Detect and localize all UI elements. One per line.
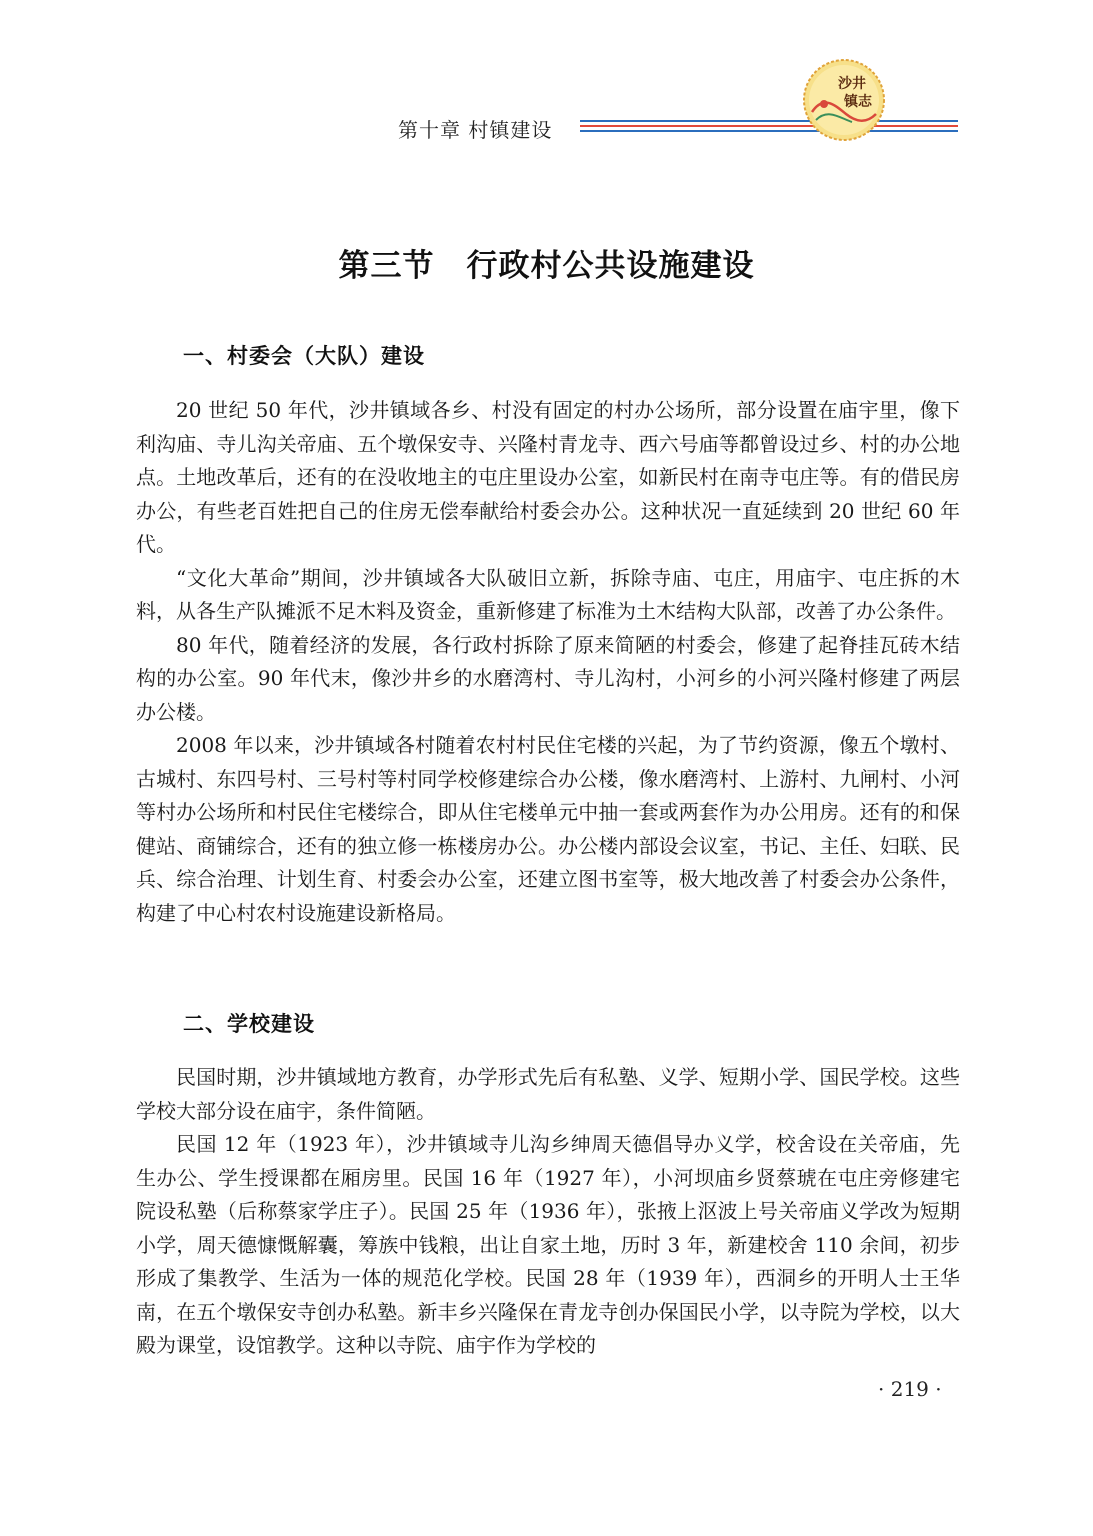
paragraph: 2008 年以来，沙井镇域各村随着农村村民住宅楼的兴起，为了节约资源，像五个墩村、古城村、东四号村、三号村等村同学校修建综合办公楼，像水磨湾村、上游村、九闸村、小河等村办公场所和村民住宅楼综合，即从住宅楼单元中抽一套或两套作为办公用房。还有的和保健站、商铺综合，还有的独立修一栋楼房办公。办公楼内部设会议室，书记、主任、妇联、民兵、综合治理、计划生育、村委会办公室，还建立图书室等，极大地改善了村委会办公条件，构建了中心村农村设施建设新格局。 (136, 733, 960, 925)
svg-text:镇志: 镇志 (844, 94, 872, 110)
paragraph: 80 年代，随着经济的发展，各行政村拆除了原来简陋的村委会，修建了起脊挂瓦砖木结构的办公室。90 年代末，像沙井乡的水磨湾村、寺儿沟村，小河乡的小河兴隆村修建了两层办公楼。 (136, 632, 960, 724)
paragraph: 20 世纪 50 年代，沙井镇域各乡、村没有固定的村办公场所，部分设置在庙宇里，像下利沟庙、寺儿沟关帝庙、五个墩保安寺、兴隆村青龙寺、西六号庙等都曾设过乡、村的办公地点。土地改革后，还有的在没收地主的屯庄里设办公室，如新民村在南寺屯庄等。有的借民房办公，有些老百姓把自己的住房无偿奉献给村委会办公。这种状况一直延续到 20 世纪 60 年代。 (136, 398, 960, 556)
paragraph: “文化大革命”期间，沙井镇域各大队破旧立新，拆除寺庙、屯庄，用庙宇、屯庄拆的木料，从各生产队摊派不足木料及资金，重新修建了标准为土木结构大队部，改善了办公条件。 (136, 565, 960, 623)
svg-text:沙井: 沙井 (838, 76, 866, 92)
body-text-village-committee (136, 394, 960, 930)
header-rule-blue-top (580, 120, 958, 122)
header-rule-red (580, 125, 958, 127)
paragraph: 民国 12 年（1923 年），沙井镇域寺儿沟乡绅周天德倡导办义学，校舍设在关帝庙，先生办公、学生授课都在厢房里。民国 16 年（1927 年），小河坝庙乡贤蔡琥在屯庄旁修建宅院设私塾（后称蔡家学庄子）。民国 25 年（1936 年），张掖上沤波上号关帝庙义学改为短期小学，周天德慷慨解囊，筹族中钱粮，出让自家土地，历时 3 年，新建校舍 110 余间，初步形成了集教学、生活为一体的规范化学校。民国 28 年（1939 年），西洞乡的开明人士王华南，在五个墩保安寺创办私塾。新丰乡兴隆保在青龙寺创办保国民小学，以寺院为学校，以大殿为课堂，设馆教学。这种以寺院、庙宇作为学校的 (136, 1132, 960, 1357)
running-head-title: 第十章 村镇建设 (398, 118, 553, 142)
heading-school-construction: 二、学校建设 (183, 1012, 315, 1036)
section-title: 第三节 行政村公共设施建设 (338, 248, 755, 284)
gazetteer-seal-logo (802, 58, 886, 142)
body-text-school-construction (136, 1061, 960, 1363)
header-rule-blue-bottom (580, 130, 958, 132)
paragraph: 民国时期，沙井镇域地方教育，办学形式先后有私塾、义学、短期小学、国民学校。这些学校大部分设在庙宇，条件简陋。 (136, 1065, 960, 1123)
heading-village-committee: 一、村委会（大队）建设 (183, 344, 425, 368)
page-number: · 219 · (878, 1377, 942, 1401)
